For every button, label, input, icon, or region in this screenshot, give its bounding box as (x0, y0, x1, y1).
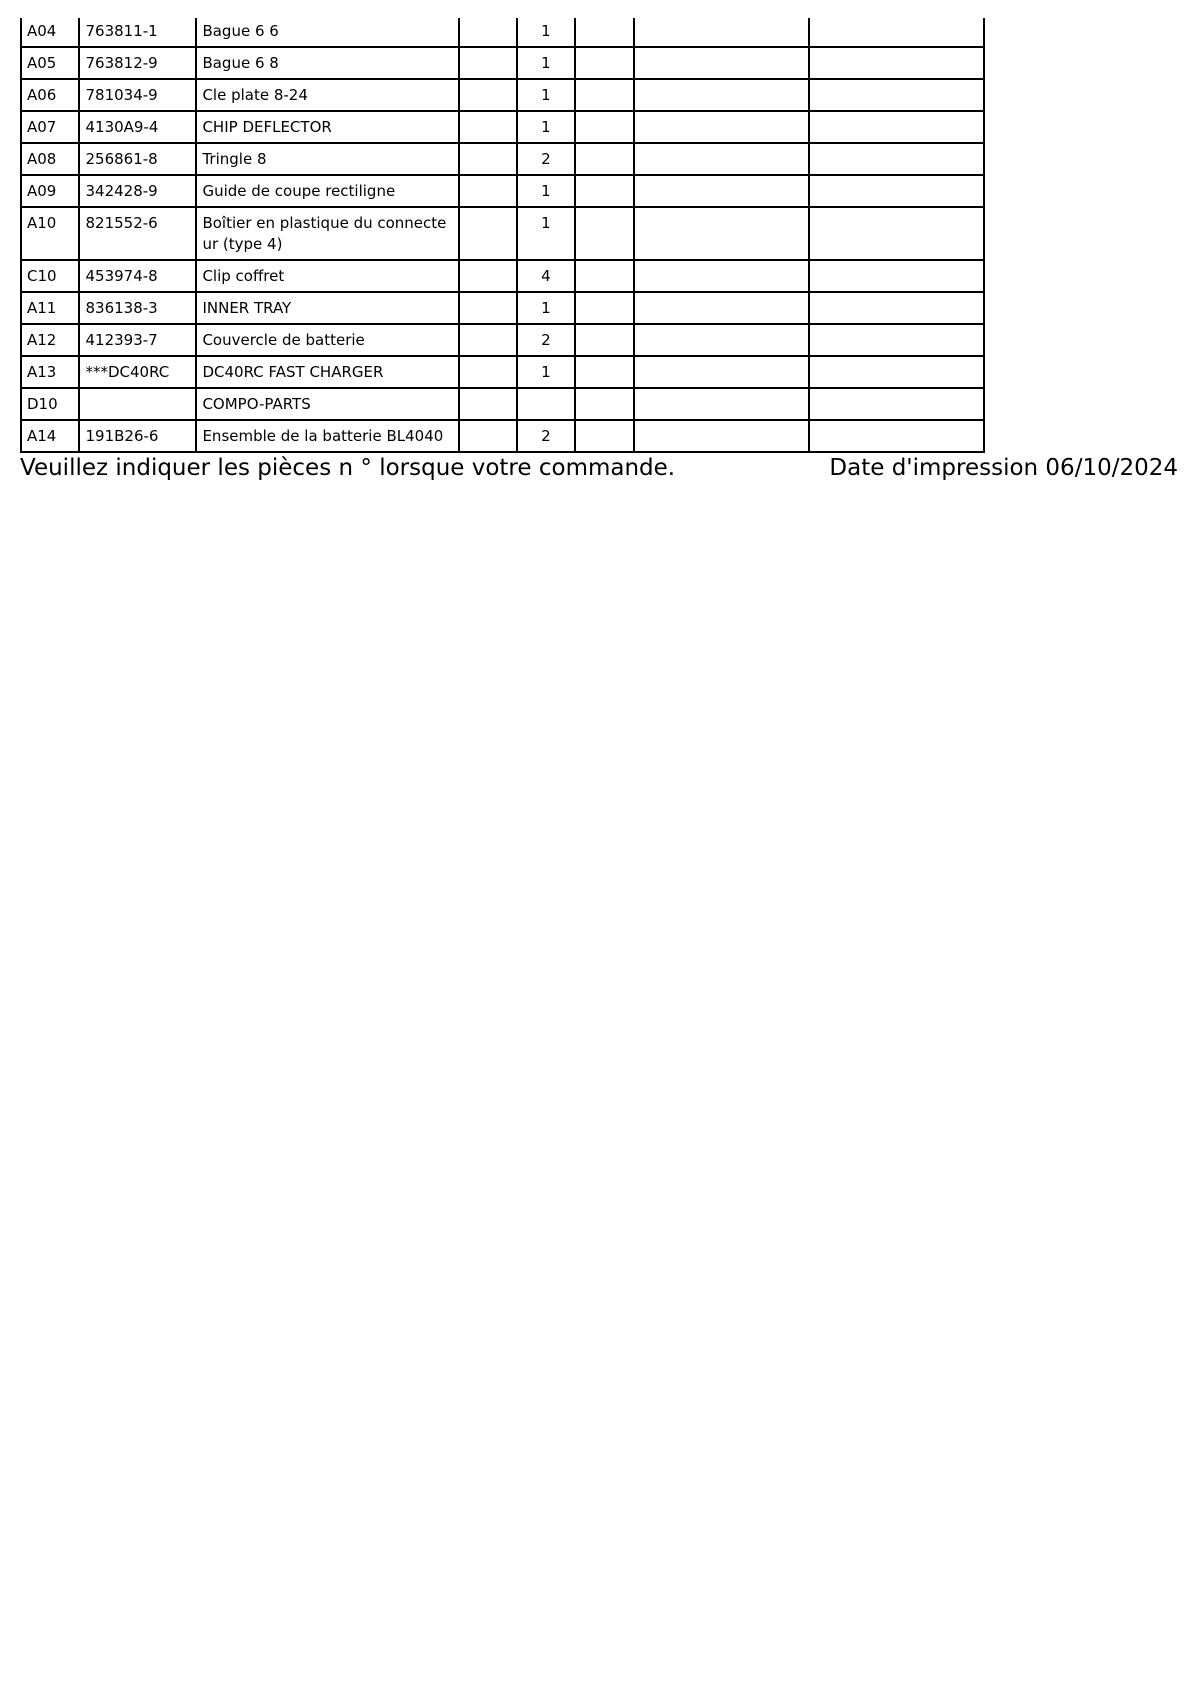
order-note: Veuillez indiquer les pièces n ° lorsque votre commande. (20, 455, 676, 481)
cell-ref: A14 (21, 420, 79, 452)
cell-description: Cle plate 8-24 (196, 79, 458, 111)
cell-ref: A06 (21, 79, 79, 111)
cell-ref: D10 (21, 388, 79, 420)
cell-empty (459, 292, 517, 324)
cell-empty (634, 356, 808, 388)
cell-empty (575, 388, 634, 420)
cell-description: Couvercle de batterie (196, 324, 458, 356)
cell-empty (575, 356, 634, 388)
cell-ref: C10 (21, 260, 79, 292)
cell-empty (809, 356, 985, 388)
cell-part-number: 191B26-6 (79, 420, 196, 452)
parts-table-body (21, 18, 984, 452)
parts-table (20, 18, 985, 453)
cell-quantity: 1 (517, 111, 574, 143)
cell-empty (809, 207, 985, 260)
cell-empty (634, 175, 808, 207)
cell-empty (634, 79, 808, 111)
cell-empty (809, 324, 985, 356)
cell-empty (459, 388, 517, 420)
cell-empty (634, 47, 808, 79)
cell-empty (459, 356, 517, 388)
cell-quantity: 4 (517, 260, 574, 292)
cell-part-number: 453974-8 (79, 260, 196, 292)
cell-description: Bague 6 6 (196, 18, 458, 47)
table-row (21, 388, 984, 420)
cell-description: CHIP DEFLECTOR (196, 111, 458, 143)
cell-quantity: 1 (517, 18, 574, 47)
cell-part-number: 763812-9 (79, 47, 196, 79)
cell-empty (459, 175, 517, 207)
cell-empty (809, 292, 985, 324)
table-row (21, 47, 984, 79)
cell-quantity: 1 (517, 175, 574, 207)
table-row (21, 79, 984, 111)
cell-part-number: 763811-1 (79, 18, 196, 47)
cell-part-number: 781034-9 (79, 79, 196, 111)
cell-empty (459, 47, 517, 79)
table-row (21, 420, 984, 452)
cell-empty (459, 420, 517, 452)
cell-empty (459, 111, 517, 143)
cell-quantity: 2 (517, 324, 574, 356)
table-row (21, 292, 984, 324)
cell-description: Boîtier en plastique du connecteur (type 4) (196, 207, 458, 260)
cell-empty (575, 207, 634, 260)
cell-empty (575, 79, 634, 111)
cell-empty (809, 18, 985, 47)
cell-empty (459, 143, 517, 175)
cell-quantity: 1 (517, 47, 574, 79)
cell-empty (634, 388, 808, 420)
print-date: Date d'impression 06/10/2024 (829, 455, 1178, 481)
cell-empty (809, 175, 985, 207)
cell-empty (634, 324, 808, 356)
cell-part-number (79, 388, 196, 420)
table-row (21, 18, 984, 47)
table-row (21, 175, 984, 207)
cell-empty (459, 18, 517, 47)
cell-empty (634, 260, 808, 292)
cell-empty (809, 260, 985, 292)
cell-quantity: 1 (517, 79, 574, 111)
cell-part-number: 342428-9 (79, 175, 196, 207)
cell-empty (809, 388, 985, 420)
cell-empty (575, 143, 634, 175)
table-row (21, 260, 984, 292)
cell-empty (459, 324, 517, 356)
cell-empty (809, 47, 985, 79)
cell-empty (809, 79, 985, 111)
cell-empty (459, 79, 517, 111)
cell-description: INNER TRAY (196, 292, 458, 324)
table-row (21, 207, 984, 260)
cell-empty (634, 111, 808, 143)
cell-quantity: 1 (517, 207, 574, 260)
cell-part-number: 4130A9-4 (79, 111, 196, 143)
cell-empty (575, 324, 634, 356)
cell-quantity: 1 (517, 292, 574, 324)
cell-quantity: 2 (517, 143, 574, 175)
cell-ref: A04 (21, 18, 79, 47)
cell-ref: A10 (21, 207, 79, 260)
cell-empty (634, 420, 808, 452)
cell-description: Guide de coupe rectiligne (196, 175, 458, 207)
cell-part-number: 836138-3 (79, 292, 196, 324)
cell-description: Clip coffret (196, 260, 458, 292)
cell-empty (459, 207, 517, 260)
cell-ref: A07 (21, 111, 79, 143)
cell-empty (634, 207, 808, 260)
cell-empty (575, 260, 634, 292)
cell-empty (575, 111, 634, 143)
cell-description: COMPO-PARTS (196, 388, 458, 420)
table-row (21, 111, 984, 143)
cell-ref: A08 (21, 143, 79, 175)
cell-description: Bague 6 8 (196, 47, 458, 79)
cell-description: Tringle 8 (196, 143, 458, 175)
cell-empty (575, 175, 634, 207)
cell-empty (575, 420, 634, 452)
cell-empty (575, 18, 634, 47)
cell-quantity: 1 (517, 356, 574, 388)
cell-quantity: 2 (517, 420, 574, 452)
cell-empty (634, 143, 808, 175)
cell-description: Ensemble de la batterie BL4040 (196, 420, 458, 452)
cell-empty (809, 143, 985, 175)
table-row (21, 356, 984, 388)
cell-part-number: ***DC40RC (79, 356, 196, 388)
cell-part-number: 256861-8 (79, 143, 196, 175)
cell-empty (575, 47, 634, 79)
table-row (21, 143, 984, 175)
cell-empty (809, 420, 985, 452)
cell-ref: A05 (21, 47, 79, 79)
cell-part-number: 821552-6 (79, 207, 196, 260)
cell-part-number: 412393-7 (79, 324, 196, 356)
cell-ref: A13 (21, 356, 79, 388)
cell-ref: A09 (21, 175, 79, 207)
cell-description: DC40RC FAST CHARGER (196, 356, 458, 388)
table-row (21, 324, 984, 356)
cell-empty (459, 260, 517, 292)
cell-ref: A11 (21, 292, 79, 324)
cell-empty (575, 292, 634, 324)
cell-quantity (517, 388, 574, 420)
cell-empty (634, 292, 808, 324)
cell-empty (809, 111, 985, 143)
cell-ref: A12 (21, 324, 79, 356)
cell-empty (634, 18, 808, 47)
